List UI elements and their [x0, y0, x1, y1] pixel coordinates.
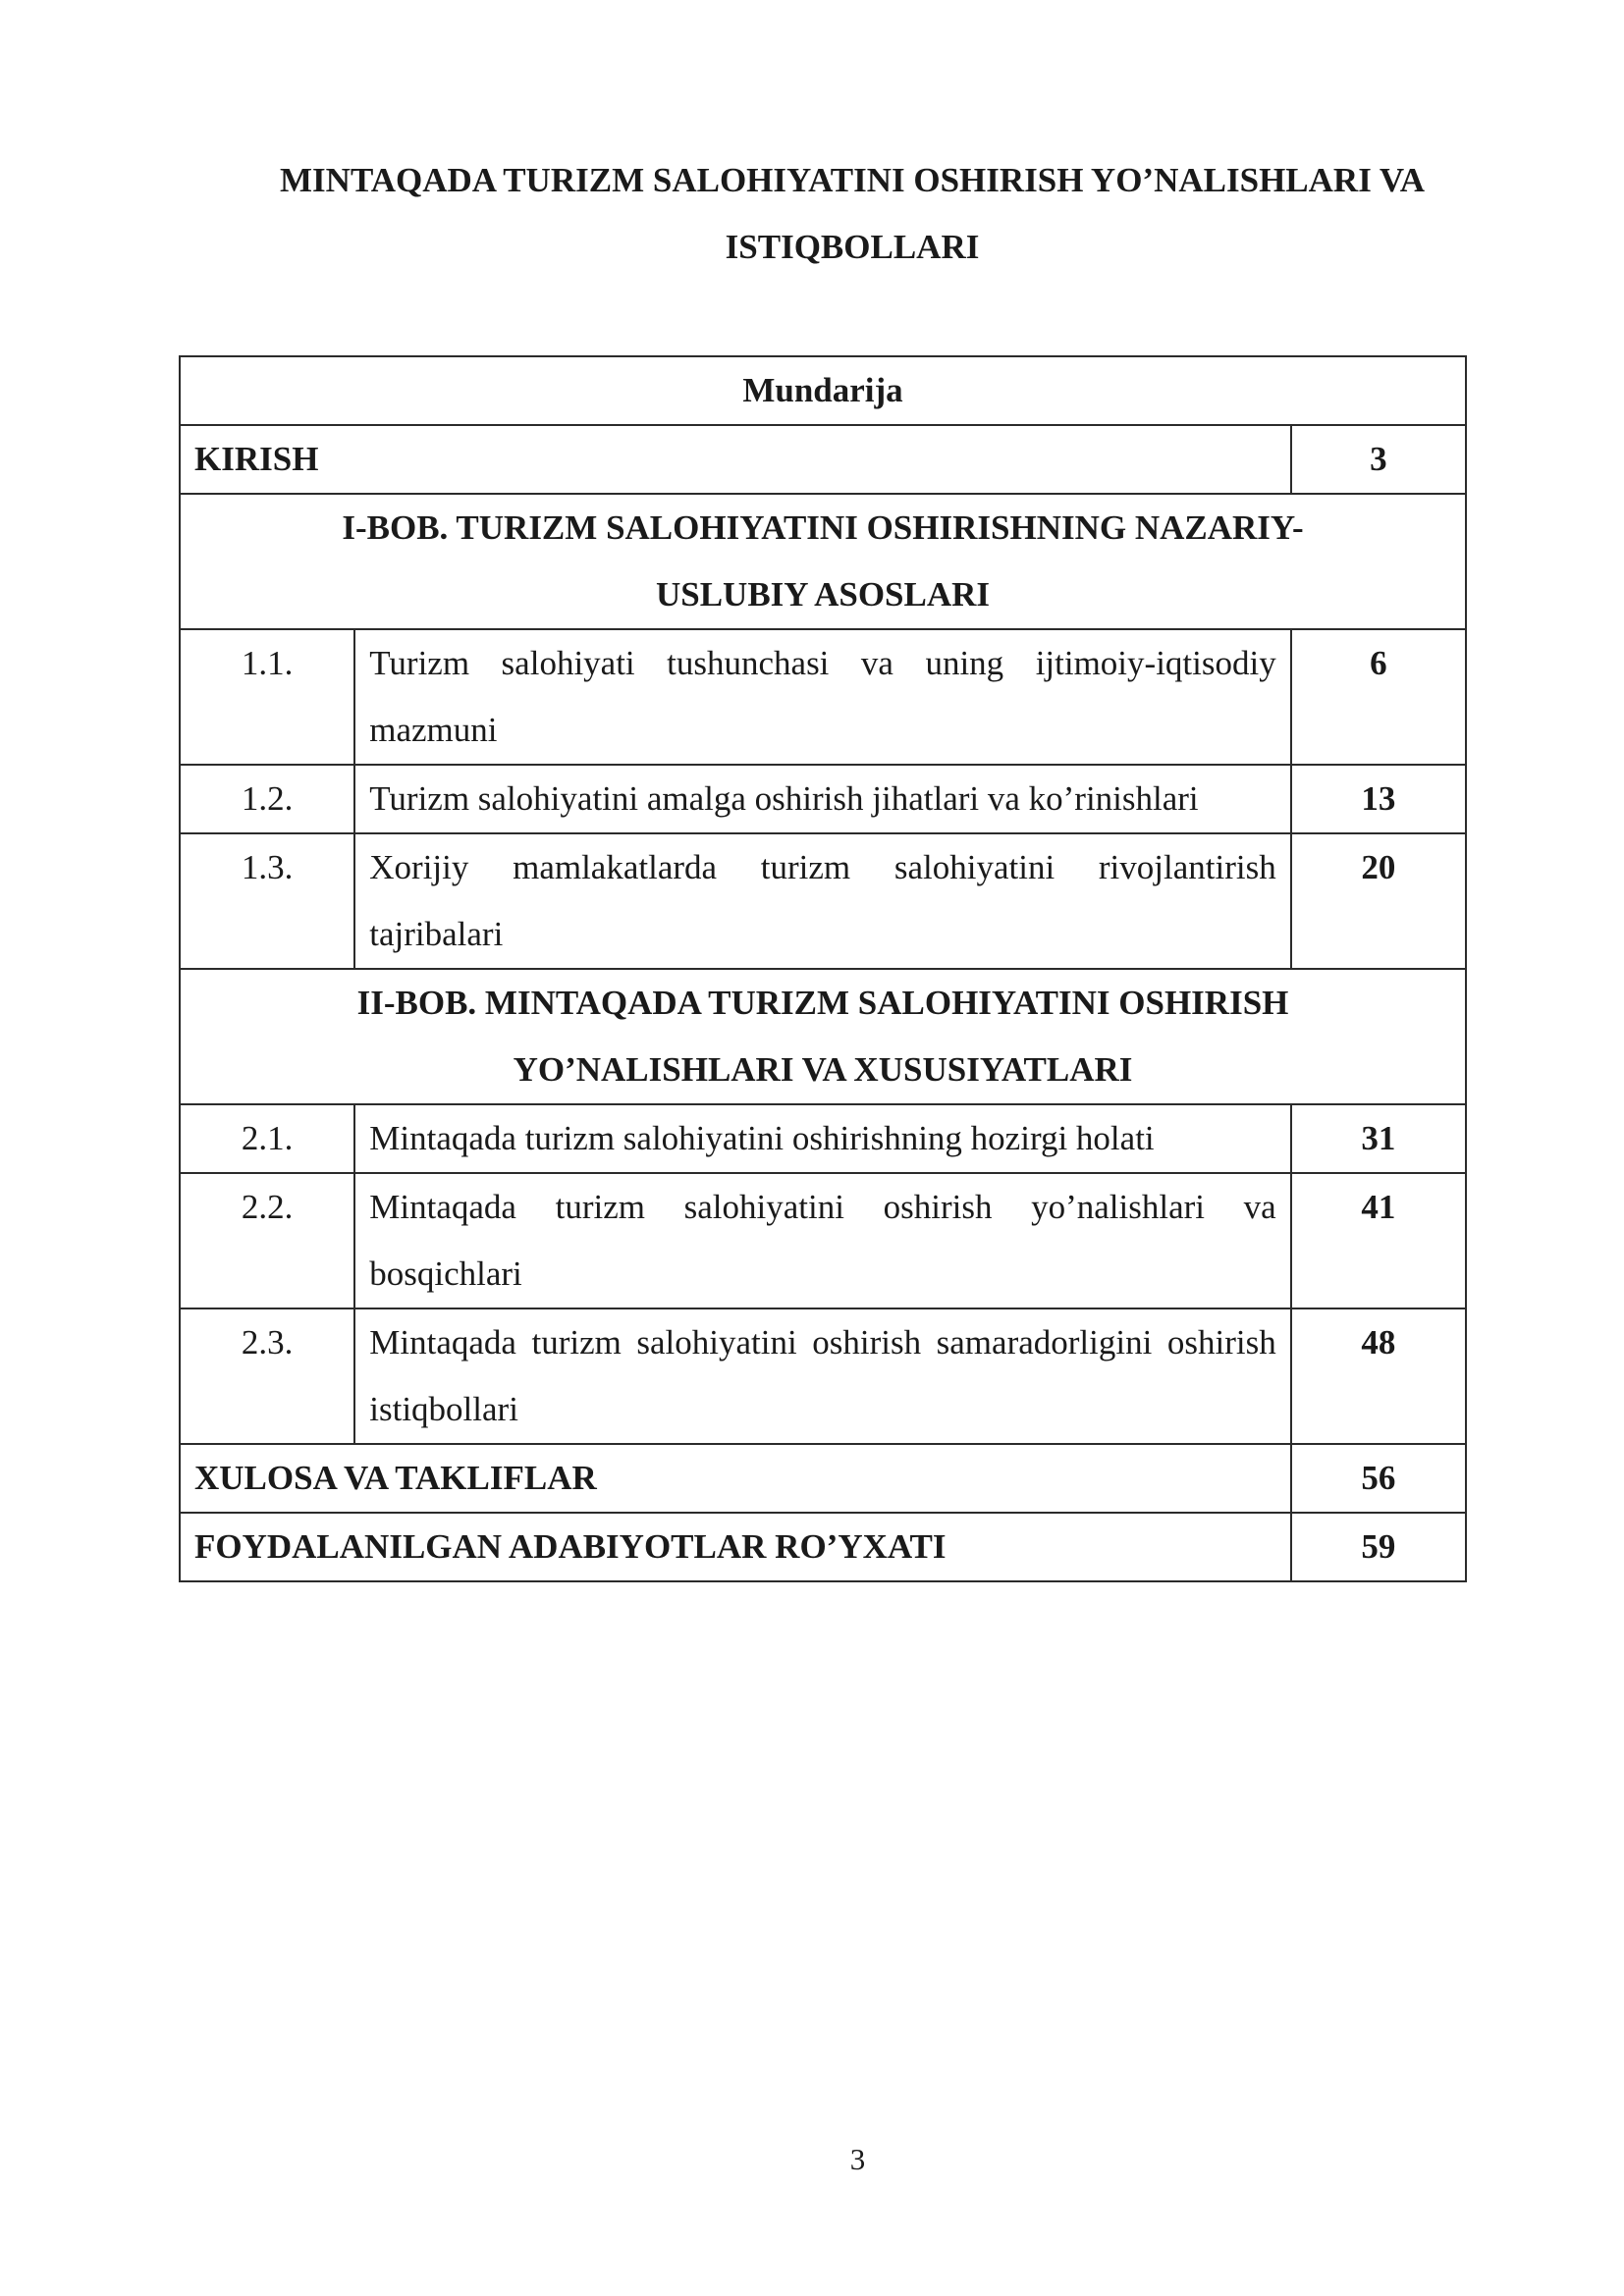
table-of-contents: [179, 355, 1467, 1582]
toc-section-text: Turizm salohiyatini amalga oshirish jihatlari va ko’rinishlari: [354, 765, 1290, 833]
toc-chapter-1-title-line-2: USLUBIY ASOSLARI: [655, 575, 991, 614]
toc-conclusion-label: XULOSA VA TAKLIFLAR: [180, 1444, 1291, 1513]
toc-section-row: [180, 765, 1466, 833]
toc-row-references: [180, 1513, 1466, 1581]
toc-row-intro: [180, 425, 1466, 494]
document-title-line-1: MINTAQADA TURIZM SALOHIYATINI OSHIRISH YO’NALISHLARI VA: [280, 161, 1425, 199]
toc-references-label: FOYDALANILGAN ADABIYOTLAR RO’YXATI: [180, 1513, 1291, 1581]
toc-chapter-2-title-line-1: II-BOB. MINTAQADA TURIZM SALOHIYATINI OSHIRISH: [356, 984, 1289, 1022]
toc-section-page: 41: [1291, 1173, 1466, 1308]
toc-section-page: 6: [1291, 629, 1466, 765]
toc-chapter-2-row: [180, 969, 1466, 1104]
toc-section-text: Xorijiy mamlakatlarda turizm salohiyatini rivojlantirish tajribalari: [354, 833, 1290, 969]
toc-section-row: [180, 833, 1466, 969]
toc-section-row: [180, 1173, 1466, 1308]
toc-heading: Mundarija: [180, 356, 1466, 425]
toc-section-number: 2.1.: [180, 1104, 354, 1173]
toc-section-row: [180, 1104, 1466, 1173]
toc-references-page: 59: [1291, 1513, 1466, 1581]
toc-section-text: Mintaqada turizm salohiyatini oshirish yo’nalishlari va bosqichlari: [354, 1173, 1290, 1308]
toc-chapter-2-title-line-2: YO’NALISHLARI VA XUSUSIYATLARI: [513, 1050, 1133, 1089]
document-title-line-2: ISTIQBOLLARI: [725, 228, 980, 266]
toc-section-page: 31: [1291, 1104, 1466, 1173]
toc-heading-row: [180, 356, 1466, 425]
toc-conclusion-page: 56: [1291, 1444, 1466, 1513]
toc-row-conclusion: [180, 1444, 1466, 1513]
toc-section-row: [180, 1308, 1466, 1444]
toc-section-page: 20: [1291, 833, 1466, 969]
toc-section-number: 2.2.: [180, 1173, 354, 1308]
toc-section-text: Turizm salohiyati tushunchasi va uning ijtimoiy-iqtisodiy mazmuni: [354, 629, 1290, 765]
toc-section-number: 1.3.: [180, 833, 354, 969]
toc-chapter-1-title: [180, 494, 1466, 629]
toc-section-row: [180, 629, 1466, 765]
toc-section-number: 2.3.: [180, 1308, 354, 1444]
toc-section-text: Mintaqada turizm salohiyatini oshirish samaradorligini oshirish istiqbollari: [354, 1308, 1290, 1444]
toc-intro-label: KIRISH: [180, 425, 1291, 494]
page-number: 3: [849, 2142, 866, 2176]
toc-section-text: Mintaqada turizm salohiyatini oshirishning hozirgi holati: [354, 1104, 1290, 1173]
toc-section-page: 13: [1291, 765, 1466, 833]
toc-chapter-1-row: [180, 494, 1466, 629]
document-title: [177, 147, 1528, 281]
toc-section-number: 1.2.: [180, 765, 354, 833]
toc-chapter-1-title-line-1: I-BOB. TURIZM SALOHIYATINI OSHIRISHNING NAZARIY-: [342, 508, 1304, 547]
toc-intro-page: 3: [1291, 425, 1466, 494]
toc-section-page: 48: [1291, 1308, 1466, 1444]
toc-chapter-2-title: [180, 969, 1466, 1104]
toc-section-number: 1.1.: [180, 629, 354, 765]
